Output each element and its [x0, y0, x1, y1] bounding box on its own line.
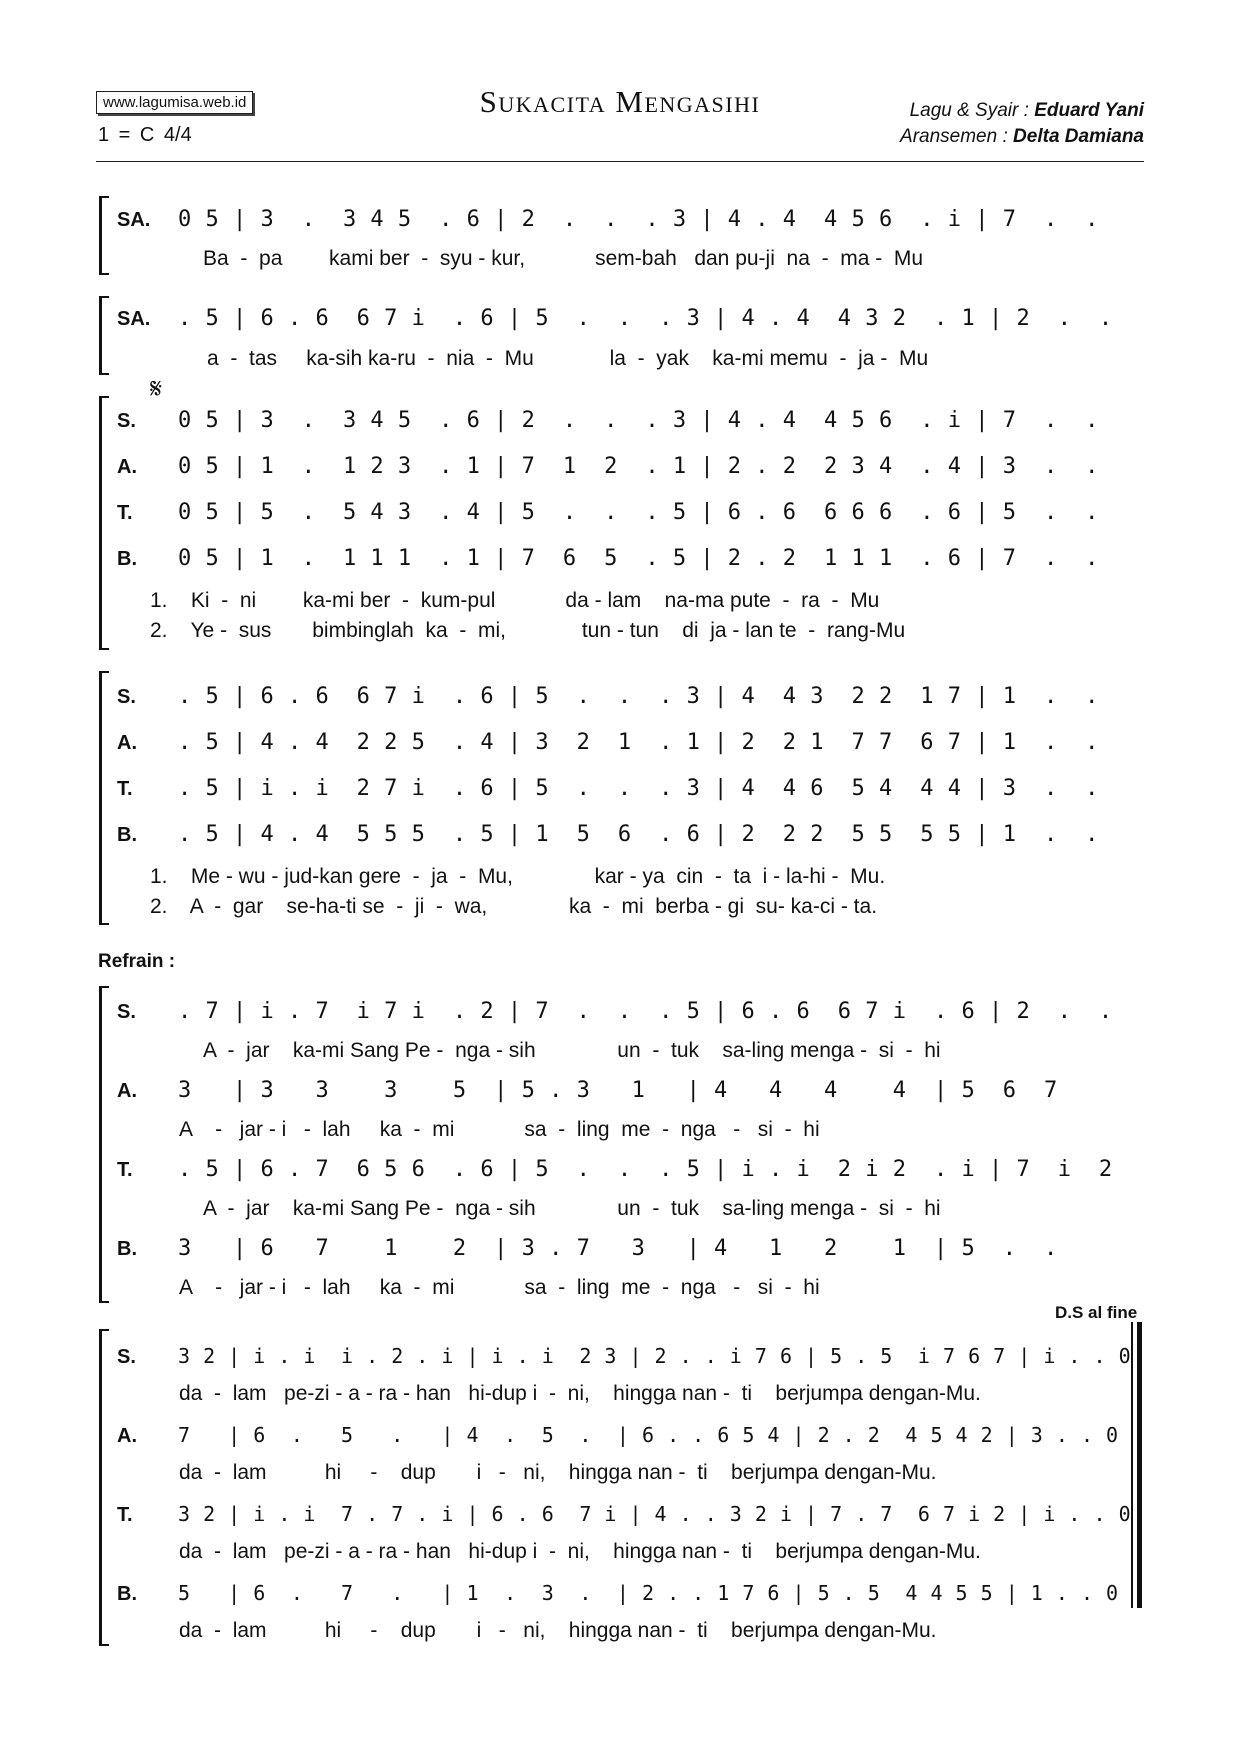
credit-name: Eduard Yani	[1034, 100, 1144, 121]
part-name: A.	[117, 1080, 137, 1102]
part-name: B.	[117, 548, 137, 570]
notation-row: . 5 | 6 . 6 6 7 i . 6 | 5 . . . 3 | 4 4 3 2 2 1 7 | 1 . .	[178, 684, 1099, 709]
credit-name: Delta Damiana	[1013, 126, 1144, 147]
notation-row: 5 | 6 . 7 . | 1 . 3 . | 2 . . 1 7 6 | 5 . 5 4 4 5 5 | 1 . . 0	[178, 1581, 1119, 1605]
notation-row: 7 | 6 . 5 . | 4 . 5 . | 6 . . 6 5 4 | 2 . 2 4 5 4 2 | 3 . . 0	[178, 1423, 1119, 1447]
lyric-row: 2. A - gar se-ha-ti se - ji - wa, ka - mi berba - gi su- ka-ci - ta.	[150, 895, 878, 918]
part-name: T.	[117, 1159, 133, 1181]
header-divider	[96, 161, 1144, 162]
part-name: A.	[117, 1425, 137, 1447]
section-label: Refrain :	[98, 951, 176, 972]
lyric-row: A - jar ka-mi Sang Pe - nga - sih un - tuk sa-ling menga - si - hi	[203, 1197, 941, 1220]
lyric-row: 1. Ki - ni ka-mi ber - kum-pul da - lam na-ma pute - ra - Mu	[150, 589, 880, 612]
segno-sign: 𝄋	[150, 372, 163, 405]
website-label: www.lagumisa.web.id	[96, 91, 253, 114]
part-name: SA.	[117, 209, 151, 231]
credit-composer	[910, 100, 1144, 122]
lyric-row: A - jar - i - lah ka - mi sa - ling me - nga - si - hi	[179, 1118, 820, 1141]
lyric-row: Ba - pa kami ber - syu - kur, sem-bah dan pu-ji na - ma - Mu	[203, 247, 924, 270]
part-name: S.	[117, 686, 136, 708]
notation-row: . 5 | 4 . 4 5 5 5 . 5 | 1 5 6 . 6 | 2 2 2 5 5 5 5 | 1 . .	[178, 822, 1099, 847]
notation-row: . 5 | i . i 2 7 i . 6 | 5 . . . 3 | 4 4 6 5 4 4 4 | 3 . .	[178, 776, 1099, 801]
part-name: A.	[117, 732, 137, 754]
part-name: T.	[117, 502, 133, 524]
notation-row: 3 | 3 3 3 5 | 5 . 3 1 | 4 4 4 4 | 5 6 7	[178, 1078, 1058, 1103]
notation-row: . 5 | 6 . 7 6 5 6 . 6 | 5 . . . 5 | i . i 2 i 2 . i | 7 i 2	[178, 1157, 1113, 1182]
notation-row: 0 5 | 1 . 1 2 3 . 1 | 7 1 2 . 1 | 2 . 2 2 3 4 . 4 | 3 . .	[178, 454, 1099, 479]
notation-row: 0 5 | 3 . 3 4 5 . 6 | 2 . . . 3 | 4 . 4 4 5 6 . i | 7 . .	[178, 207, 1099, 232]
system-bracket	[99, 296, 109, 375]
lyric-row: a - tas ka-sih ka-ru - nia - Mu la - yak ka-mi memu - ja - Mu	[207, 347, 929, 370]
part-name: S.	[117, 1001, 136, 1023]
lyric-row: 2. Ye - sus bimbinglah ka - mi, tun - tun di ja - lan te - rang-Mu	[150, 619, 906, 642]
part-name: B.	[117, 1238, 137, 1260]
lyric-row: da - lam hi - dup i - ni, hingga nan - ti berjumpa dengan-Mu.	[179, 1461, 937, 1484]
system-bracket	[99, 396, 109, 650]
final-barline	[1131, 1322, 1142, 1608]
credit-label: Aransemen :	[900, 126, 1008, 147]
system-bracket	[99, 196, 109, 275]
part-name: S.	[117, 1346, 136, 1368]
credit-arranger	[900, 126, 1144, 148]
notation-row: 0 5 | 1 . 1 1 1 . 1 | 7 6 5 . 5 | 2 . 2 1 1 1 . 6 | 7 . .	[178, 546, 1099, 571]
notation-row: 0 5 | 3 . 3 4 5 . 6 | 2 . . . 3 | 4 . 4 4 5 6 . i | 7 . .	[178, 408, 1099, 433]
lyric-row: da - lam pe-zi - a - ra - han hi-dup i - ni, hingga nan - ti berjumpa dengan-Mu.	[179, 1540, 981, 1563]
notation-row: 3 | 6 7 1 2 | 3 . 7 3 | 4 1 2 1 | 5 . .	[178, 1236, 1058, 1261]
part-name: S.	[117, 410, 136, 432]
lyric-row: A - jar ka-mi Sang Pe - nga - sih un - tuk sa-ling menga - si - hi	[203, 1039, 941, 1062]
section-label: D.S al fine	[1055, 1303, 1138, 1322]
credit-label: Lagu & Syair :	[909, 100, 1029, 121]
notation-row: . 7 | i . 7 i 7 i . 2 | 7 . . . 5 | 6 . 6 6 7 i . 6 | 2 . .	[178, 999, 1113, 1024]
part-name: B.	[117, 824, 137, 846]
lyric-row: da - lam hi - dup i - ni, hingga nan - ti berjumpa dengan-Mu.	[179, 1619, 937, 1642]
lyric-row: da - lam pe-zi - a - ra - han hi-dup i - ni, hingga nan - ti berjumpa dengan-Mu.	[179, 1382, 981, 1405]
system-bracket	[99, 986, 109, 1303]
part-name: SA.	[117, 308, 151, 330]
part-name: T.	[117, 778, 133, 800]
part-name: T.	[117, 1504, 133, 1526]
notation-row: 0 5 | 5 . 5 4 3 . 4 | 5 . . . 5 | 6 . 6 6 6 6 . 6 | 5 . .	[178, 500, 1099, 525]
system-bracket	[99, 671, 109, 925]
notation-row: 3 2 | i . i i . 2 . i | i . i 2 3 | 2 . . i 7 6 | 5 . 5 i 7 6 7 | i . . 0	[178, 1344, 1132, 1368]
system-bracket	[99, 1329, 109, 1646]
key-signature: 1 = C 4/4	[98, 124, 192, 146]
notation-row: . 5 | 6 . 6 6 7 i . 6 | 5 . . . 3 | 4 . 4 4 3 2 . 1 | 2 . .	[178, 306, 1113, 331]
part-name: A.	[117, 456, 137, 478]
lyric-row: 1. Me - wu - jud-kan gere - ja - Mu, kar - ya cin - ta i - la-hi - Mu.	[150, 865, 886, 888]
part-name: B.	[117, 1583, 137, 1605]
notation-row: 3 2 | i . i 7 . 7 . i | 6 . 6 7 i | 4 . . 3 2 i | 7 . 7 6 7 i 2 | i . . 0	[178, 1502, 1132, 1526]
notation-row: . 5 | 4 . 4 2 2 5 . 4 | 3 2 1 . 1 | 2 2 1 7 7 6 7 | 1 . .	[178, 730, 1099, 755]
page-title: Sukacita Mengasihi	[479, 84, 761, 119]
lyric-row: A - jar - i - lah ka - mi sa - ling me - nga - si - hi	[179, 1276, 820, 1299]
